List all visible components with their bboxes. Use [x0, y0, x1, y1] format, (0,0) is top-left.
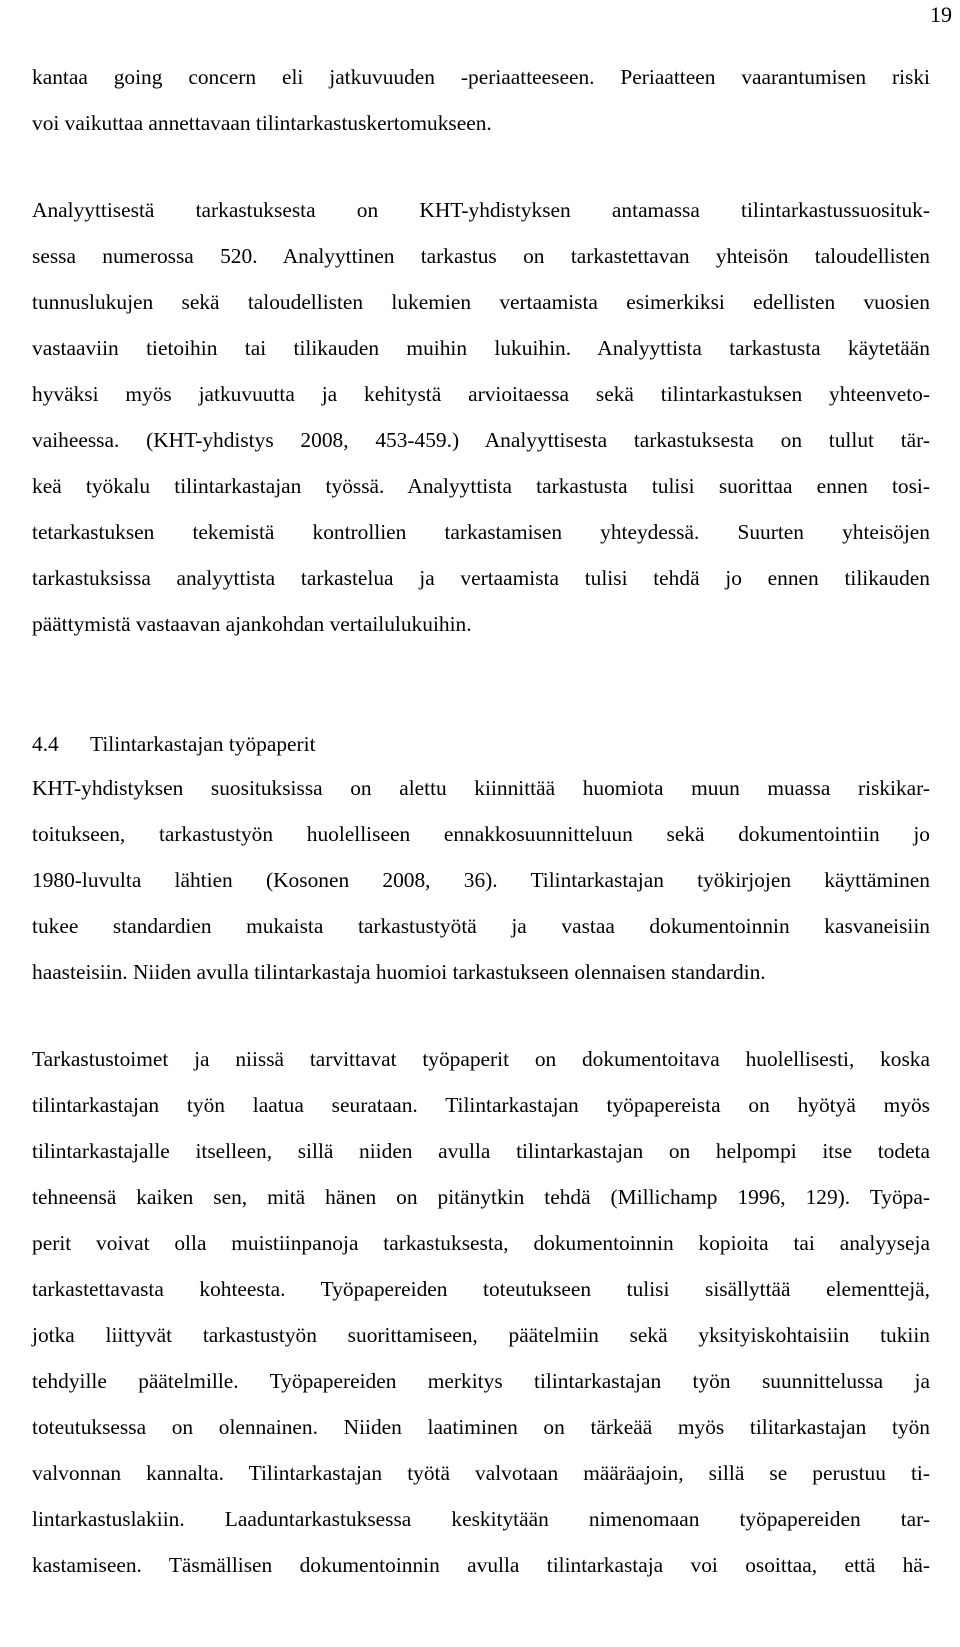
text-line: toteutuksessa on olennainen. Niiden laatiminen on tärkeää myös tilitarkastajan työn: [32, 1415, 930, 1439]
text-line: tukee standardien mukaista tarkastustyötä ja vastaa dokumentoinnin kasvaneisiin: [32, 914, 930, 938]
text-line: tehdyille päätelmille. Työpapereiden merkitys tilintarkastajan työn suunnittelussa ja: [32, 1369, 930, 1393]
text-line: vaiheessa. (KHT-yhdistys 2008, 453-459.) Analyyttisesta tarkastuksesta on tullut tär-: [32, 428, 930, 452]
text-line: 1980-luvulta lähtien (Kosonen 2008, 36). Tilintarkastajan työkirjojen käyttäminen: [32, 868, 930, 892]
paragraph-kht-recommendations: [32, 765, 930, 995]
text-line: perit voivat olla muistiinpanoja tarkastuksesta, dokumentoinnin kopioita tai analyyseja: [32, 1231, 930, 1255]
text-line: tarkastuksissa analyyttista tarkastelua ja vertaamista tulisi tehdä jo ennen tilikauden: [32, 566, 930, 590]
section-heading: [32, 729, 316, 759]
text-line: päättymistä vastaavan ajankohdan vertailulukuihin.: [32, 612, 472, 636]
text-line: tilintarkastajan työn laatua seurataan. Tilintarkastajan työpapereista on hyötyä myös: [32, 1093, 930, 1117]
text-line: tunnuslukujen sekä taloudellisten lukemien vertaamista esimerkiksi edellisten vuosien: [32, 290, 930, 314]
text-line: kantaa going concern eli jatkuvuuden -periaatteeseen. Periaatteen vaarantumisen riski: [32, 65, 930, 89]
text-line: tetarkastuksen tekemistä kontrollien tarkastamisen yhteydessä. Suurten yhteisöjen: [32, 520, 930, 544]
page-number: 19: [930, 2, 952, 27]
text-line: kastamiseen. Täsmällisen dokumentoinnin avulla tilintarkastaja voi osoittaa, että hä-: [32, 1553, 930, 1577]
text-line: tilintarkastajalle itselleen, sillä niiden avulla tilintarkastajan on helpompi itse todeta: [32, 1139, 930, 1163]
text-line: tarkastettavasta kohteesta. Työpapereiden toteutukseen tulisi sisällyttää elementtejä,: [32, 1277, 930, 1301]
text-line: lintarkastuslakiin. Laaduntarkastuksessa keskitytään nimenomaan työpapereiden tar-: [32, 1507, 930, 1531]
text-line: Tarkastustoimet ja niissä tarvittavat työpaperit on dokumentoitava huolellisesti, koska: [32, 1047, 930, 1071]
text-line: jotka liittyvät tarkastustyön suorittamiseen, päätelmiin sekä yksityiskohtaisiin tukiin: [32, 1323, 930, 1347]
text-line: toitukseen, tarkastustyön huolelliseen ennakkosuunnitteluun sekä dokumentointiin jo: [32, 822, 930, 846]
section-title: Tilintarkastajan työpaperit: [90, 732, 316, 756]
text-line: tehneensä kaiken sen, mitä hänen on pitänytkin tehdä (Millichamp 1996, 129). Työpa-: [32, 1185, 930, 1209]
paragraph-analytical-review: [32, 187, 930, 647]
paragraph-going-concern: [32, 54, 930, 146]
text-line: KHT-yhdistyksen suosituksissa on alettu kiinnittää huomiota muun muassa riskikar-: [32, 776, 930, 800]
text-line: Analyyttisestä tarkastuksesta on KHT-yhdistyksen antamassa tilintarkastussuosituk-: [32, 198, 930, 222]
text-line: hyväksi myös jatkuvuutta ja kehitystä arvioitaessa sekä tilintarkastuksen yhteenveto-: [32, 382, 930, 406]
text-line: keä työkalu tilintarkastajan työssä. Analyyttista tarkastusta tulisi suorittaa ennen tosi-: [32, 474, 930, 498]
section-number: 4.4: [32, 732, 59, 756]
text-line: vastaaviin tietoihin tai tilikauden muihin lukuihin. Analyyttista tarkastusta käytetään: [32, 336, 930, 360]
text-line: voi vaikuttaa annettavaan tilintarkastuskertomukseen.: [32, 111, 492, 135]
text-line: sessa numerossa 520. Analyyttinen tarkastus on tarkastettavan yhteisön taloudellisten: [32, 244, 930, 268]
paragraph-working-papers: [32, 1036, 930, 1588]
text-line: haasteisiin. Niiden avulla tilintarkastaja huomioi tarkastukseen olennaisen standardin.: [32, 960, 766, 984]
text-line: valvonnan kannalta. Tilintarkastajan työtä valvotaan määräajoin, sillä se perustuu ti-: [32, 1461, 930, 1485]
